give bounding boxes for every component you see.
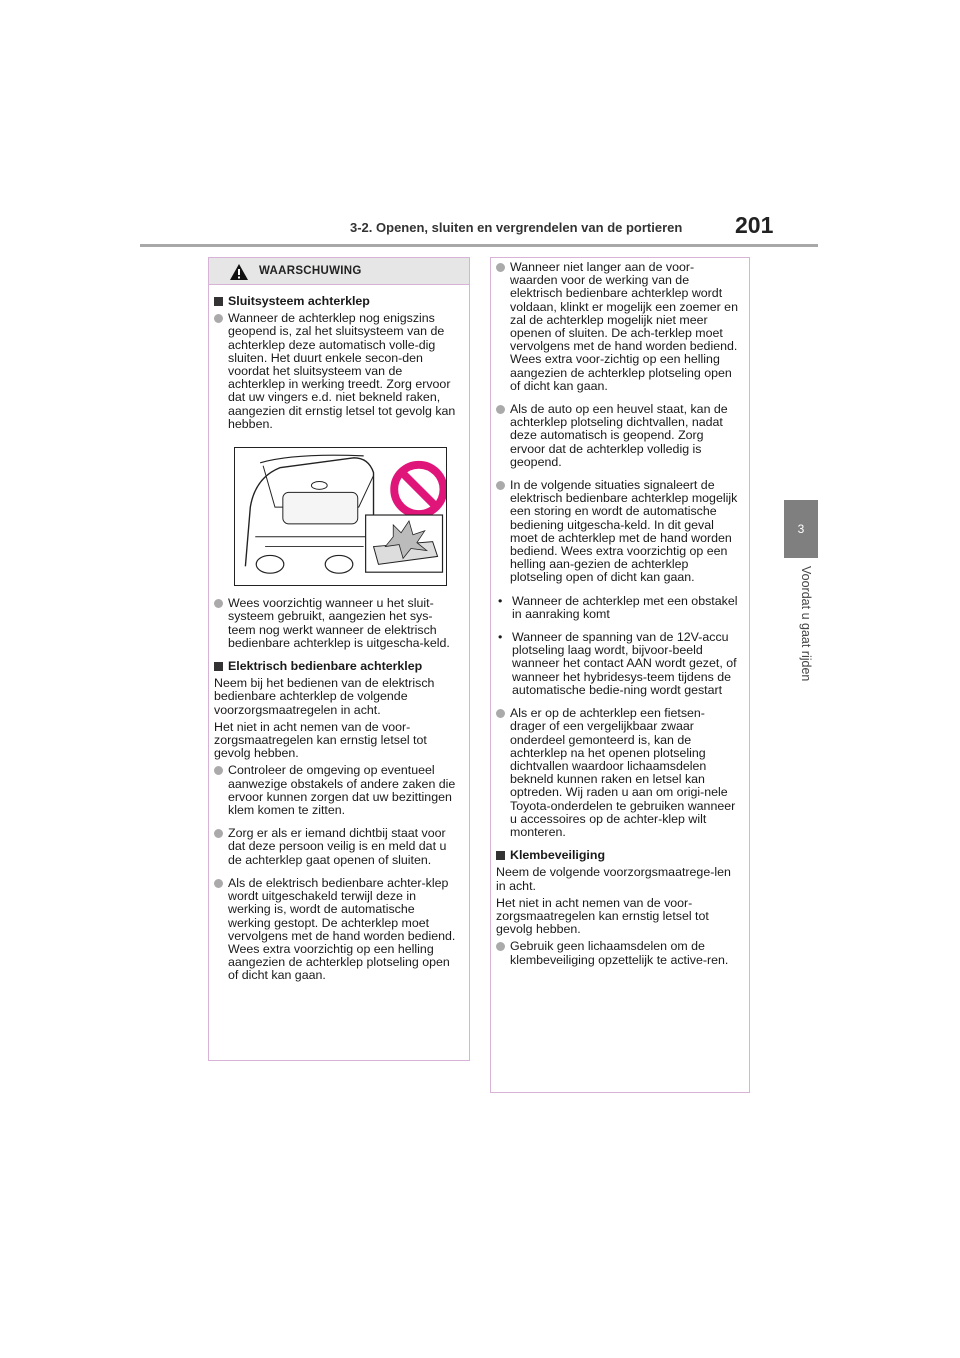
list-item: Wanneer de achterklep nog enigszins geopend is, zal het sluitsysteem van de achterklep deze automatisch volle-dig sluiten. Het duurt enkele secon-den voordat het sluitsysteem van de achterklep in werking treedt. Zorg ervoor dat uw vingers e.d. niet bekneld raken, aangezien dit ernstig letsel tot gevolg kan hebben. [214, 312, 459, 431]
bullet-icon [214, 599, 223, 608]
list-item: Gebruik geen lichaamsdelen om de klembeveiliging opzettelijk te active-ren. [496, 940, 739, 966]
bullet-icon [496, 709, 505, 718]
bullet-icon [496, 405, 505, 414]
bullet-icon [496, 263, 505, 272]
section-title: Elektrisch bedienbare achterklep [214, 660, 459, 673]
small-bullet-icon: • [498, 630, 503, 645]
list-item: Zorg er als er iemand dichtbij staat voor dat deze persoon veilig is en meld dat u de achterklep gaat openen of sluiten. [214, 827, 459, 867]
bullet-icon [214, 879, 223, 888]
bullet-icon [496, 942, 505, 951]
list-item: Wees voorzichtig wanneer u het sluit-systeem gebruikt, aangezien het sys-teem nog werkt wanneer de elektrisch bedienbare achterklep is uitgescha-keld. [214, 597, 459, 650]
warning-title: WAARSCHUWING [259, 265, 362, 277]
page-number: 201 [735, 212, 774, 238]
small-bullet-icon: • [498, 593, 503, 608]
list-item: Als de elektrisch bedienbare achter-klep wordt uitgeschakeld terwijl deze in werking is, wordt de automatische werking gestopt. De achterklep moet vervolgens met de hand worden bediend. Wees extra voorzichtig op een helling aangezien de achterklep plotseling open of dicht kan gaan. [214, 877, 459, 983]
square-bullet-icon [496, 851, 505, 860]
header-divider [140, 244, 818, 247]
paragraph: Het niet in acht nemen van de voor-zorgsmaatregelen kan ernstig letsel tot gevolg hebben. [496, 895, 709, 937]
sub-list-item: • Wanneer de achterklep met een obstakel in aanraking komt [498, 593, 738, 621]
list-item: Als de auto op een heuvel staat, kan de achterklep plotseling dichtvallen, nadat deze automatisch is geopend. Zorg ervoor dat de achterklep volledig is geopend. [496, 403, 739, 469]
tailgate-illustration [234, 447, 447, 586]
section-title: Klembeveiliging [496, 849, 739, 862]
section-header: 3-2. Openen, sluiten en vergrendelen van de portieren [350, 220, 683, 235]
square-bullet-icon [214, 662, 223, 671]
warning-box [208, 257, 470, 1061]
paragraph: Neem de volgende voorzorgsmaatrege-len in acht. [496, 865, 731, 893]
square-bullet-icon [214, 297, 223, 306]
list-item: In de volgende situaties signaleert de elektrisch bedienbare achterklep mogelijk een storing en wordt de automatische bediening uitgescha-keld. In dit geval moet de achterklep met de hand worden bediend. Wees extra voorzichtig op een helling aan-gezien de achterklep plotseling open of dicht kan gaan. [496, 479, 739, 585]
bullet-icon [214, 766, 223, 775]
list-item: Wanneer niet langer aan de voor-waarden voor de werking van de elektrisch bedienbare achterklep wordt voldaan, klinkt er mogelijk een zoemer en zal de achterklep mogelijk niet meer openen of sluiten. De ach-terklep moet vervolgens met de hand worden bediend. Wees extra voor-zichtig op een helling aangezien de achterklep plotseling open of dicht kan gaan. [496, 261, 739, 393]
bullet-icon [496, 481, 505, 490]
paragraph: Neem bij het bedienen van de elektrisch bedienbare achterklep de volgende voorzorgsmaatregelen in acht. [214, 676, 435, 717]
bullet-icon [214, 314, 223, 323]
bullet-icon [214, 829, 223, 838]
paragraph: Het niet in acht nemen van de voor-zorgsmaatregelen kan ernstig letsel tot gevolg hebben. [214, 719, 427, 761]
sub-list-item: • Wanneer de spanning van de 12V-accu plotseling laag wordt, bijvoor-beeld wanneer het contact AAN wordt gezet, of wanneer het hybridesys-teem tijdens de automatische bedie-ning wordt gestart [498, 630, 737, 697]
section-title: Sluitsysteem achterklep [214, 295, 459, 308]
warning-triangle-icon [229, 263, 249, 281]
warning-header [209, 258, 469, 285]
list-item: Als er op de achterklep een fietsen-drager of een vergelijkbaar zwaar onderdeel gemonteerd is, kan de achterklep na het openen plotseling dichtvallen waardoor lichaamsdelen bekneld kunnen raken en letsel kan optreden. Wij raden u aan om origi-nele Toyota-onderdelen te gebruiken wanneer u accessoires op de achter-klep wilt monteren. [496, 707, 739, 839]
chapter-label: Voordat u gaat rijden [799, 566, 813, 682]
chapter-tab: 3 [784, 500, 818, 558]
warning-continued-box [490, 257, 750, 1093]
list-item: Controleer de omgeving op eventueel aanwezige obstakels of andere zaken die ervoor kunnen zorgen dat uw bezittingen klem komen te zitten. [214, 764, 459, 817]
